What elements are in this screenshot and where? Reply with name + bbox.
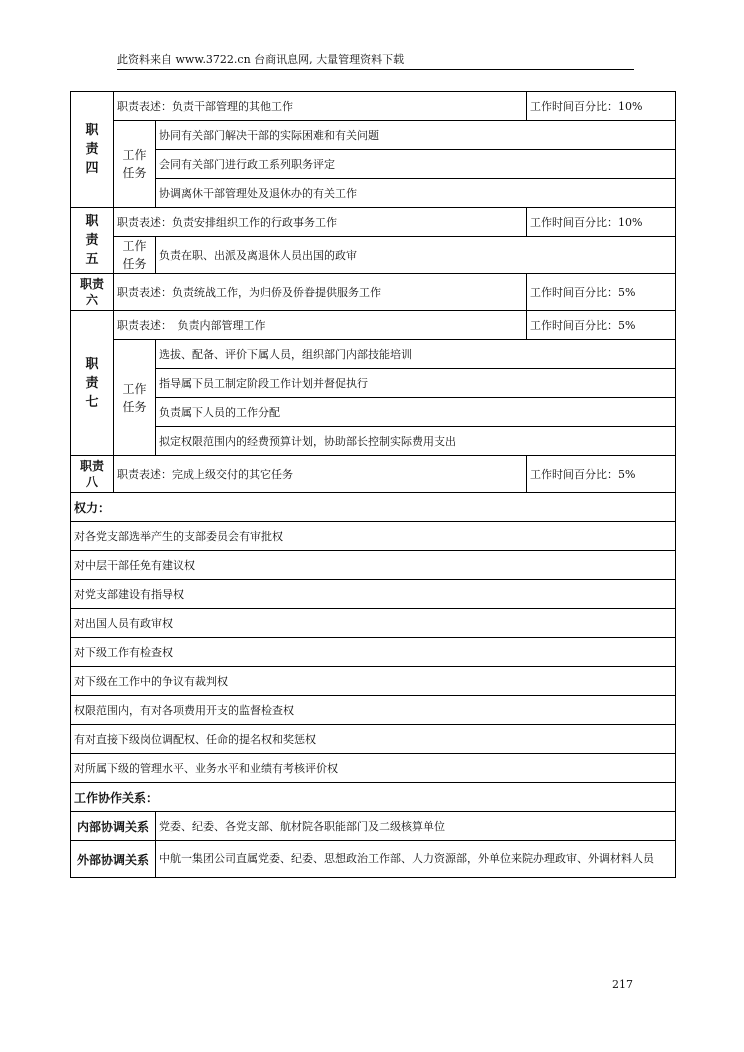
duty-8-percent: 工作时间百分比：5% bbox=[527, 456, 676, 493]
duty-7-label: 职 责 七 bbox=[71, 311, 114, 456]
relations-header-row bbox=[71, 783, 676, 812]
duty-8-row bbox=[71, 456, 676, 493]
power-item: 对下级在工作中的争议有裁判权 bbox=[71, 667, 676, 696]
duty-7-task-3: 负责属下人员的工作分配 bbox=[156, 398, 676, 427]
duty-4-task-2: 会同有关部门进行政工系列职务评定 bbox=[156, 150, 676, 179]
power-item-row bbox=[71, 609, 676, 638]
duty-5-task-row bbox=[71, 237, 676, 274]
duty-6-label: 职责 六 bbox=[71, 274, 114, 311]
power-item-row bbox=[71, 580, 676, 609]
power-item: 对下级工作有检查权 bbox=[71, 638, 676, 667]
duty-4-task-label: 工作 任务 bbox=[114, 121, 156, 208]
duty-4-statement: 职责表述：负责干部管理的其他工作 bbox=[114, 92, 527, 121]
duty-5-statement: 职责表述：负责安排组织工作的行政事务工作 bbox=[114, 208, 527, 237]
powers-title: 权力： bbox=[71, 493, 676, 522]
duty-7-task-4: 拟定权限范围内的经费预算计划，协助部长控制实际费用支出 bbox=[156, 427, 676, 456]
power-item: 对所属下级的管理水平、业务水平和业绩有考核评价权 bbox=[71, 754, 676, 783]
duty-4-task-row bbox=[71, 179, 676, 208]
power-item-row bbox=[71, 522, 676, 551]
duty-7-task-row bbox=[71, 340, 676, 369]
duty-5-task-1: 负责在职、出派及离退休人员出国的政审 bbox=[156, 237, 676, 274]
power-item: 对党支部建设有指导权 bbox=[71, 580, 676, 609]
duty-7-task-row bbox=[71, 398, 676, 427]
power-item-row bbox=[71, 696, 676, 725]
duty-7-task-row bbox=[71, 369, 676, 398]
power-item: 权限范围内，有对各项费用开支的监督检查权 bbox=[71, 696, 676, 725]
duty-8-statement: 职责表述：完成上级交付的其它任务 bbox=[114, 456, 527, 493]
duty-4-label: 职 责 四 bbox=[71, 92, 114, 208]
duty-7-task-label: 工作 任务 bbox=[114, 340, 156, 456]
duty-7-task-2: 指导属下员工制定阶段工作计划并督促执行 bbox=[156, 369, 676, 398]
power-item-row bbox=[71, 725, 676, 754]
internal-relations-label: 内部协调关系 bbox=[71, 812, 156, 841]
duty-5-task-label: 工作 任务 bbox=[114, 237, 156, 274]
duty-7-task-1: 选拔、配备、评价下属人员，组织部门内部技能培训 bbox=[156, 340, 676, 369]
duty-4-task-1: 协同有关部门解决干部的实际困难和有关问题 bbox=[156, 121, 676, 150]
duty-4-task-row bbox=[71, 150, 676, 179]
duty-6-row bbox=[71, 274, 676, 311]
relations-title: 工作协作关系： bbox=[71, 783, 676, 812]
duty-7-statement-row bbox=[71, 311, 676, 340]
power-item-row bbox=[71, 667, 676, 696]
power-item: 有对直接下级岗位调配权、任命的提名权和奖惩权 bbox=[71, 725, 676, 754]
power-item-row bbox=[71, 551, 676, 580]
powers-header-row bbox=[71, 493, 676, 522]
duty-6-percent: 工作时间百分比：5% bbox=[527, 274, 676, 311]
external-relations-label: 外部协调关系 bbox=[71, 841, 156, 878]
duty-5-statement-row bbox=[71, 208, 676, 237]
duty-5-label: 职 责 五 bbox=[71, 208, 114, 274]
job-description-table bbox=[70, 91, 676, 878]
duty-4-percent: 工作时间百分比：10% bbox=[527, 92, 676, 121]
power-item: 对各党支部选举产生的支部委员会有审批权 bbox=[71, 522, 676, 551]
power-item: 对中层干部任免有建议权 bbox=[71, 551, 676, 580]
duty-4-task-row bbox=[71, 121, 676, 150]
internal-relations-value: 党委、纪委、各党支部、航材院各职能部门及二级核算单位 bbox=[156, 812, 676, 841]
duty-7-statement: 职责表述： 负责内部管理工作 bbox=[114, 311, 527, 340]
page-number: 217 bbox=[612, 978, 633, 991]
duty-6-statement: 职责表述：负责统战工作，为归侨及侨眷提供服务工作 bbox=[114, 274, 527, 311]
power-item-row bbox=[71, 754, 676, 783]
external-relations-row bbox=[71, 841, 676, 878]
page-header: 此资料来自 www.3722.cn 台商讯息网, 大量管理资料下载 bbox=[117, 53, 634, 70]
duty-7-task-row bbox=[71, 427, 676, 456]
duty-5-percent: 工作时间百分比：10% bbox=[527, 208, 676, 237]
external-relations-value: 中航一集团公司直属党委、纪委、思想政治工作部、人力资源部，外单位来院办理政审、外调材料人员 bbox=[156, 841, 676, 878]
power-item-row bbox=[71, 638, 676, 667]
duty-4-statement-row bbox=[71, 92, 676, 121]
duty-4-task-3: 协调离休干部管理处及退休办的有关工作 bbox=[156, 179, 676, 208]
power-item: 对出国人员有政审权 bbox=[71, 609, 676, 638]
internal-relations-row bbox=[71, 812, 676, 841]
duty-8-label: 职责 八 bbox=[71, 456, 114, 493]
duty-7-percent: 工作时间百分比：5% bbox=[527, 311, 676, 340]
